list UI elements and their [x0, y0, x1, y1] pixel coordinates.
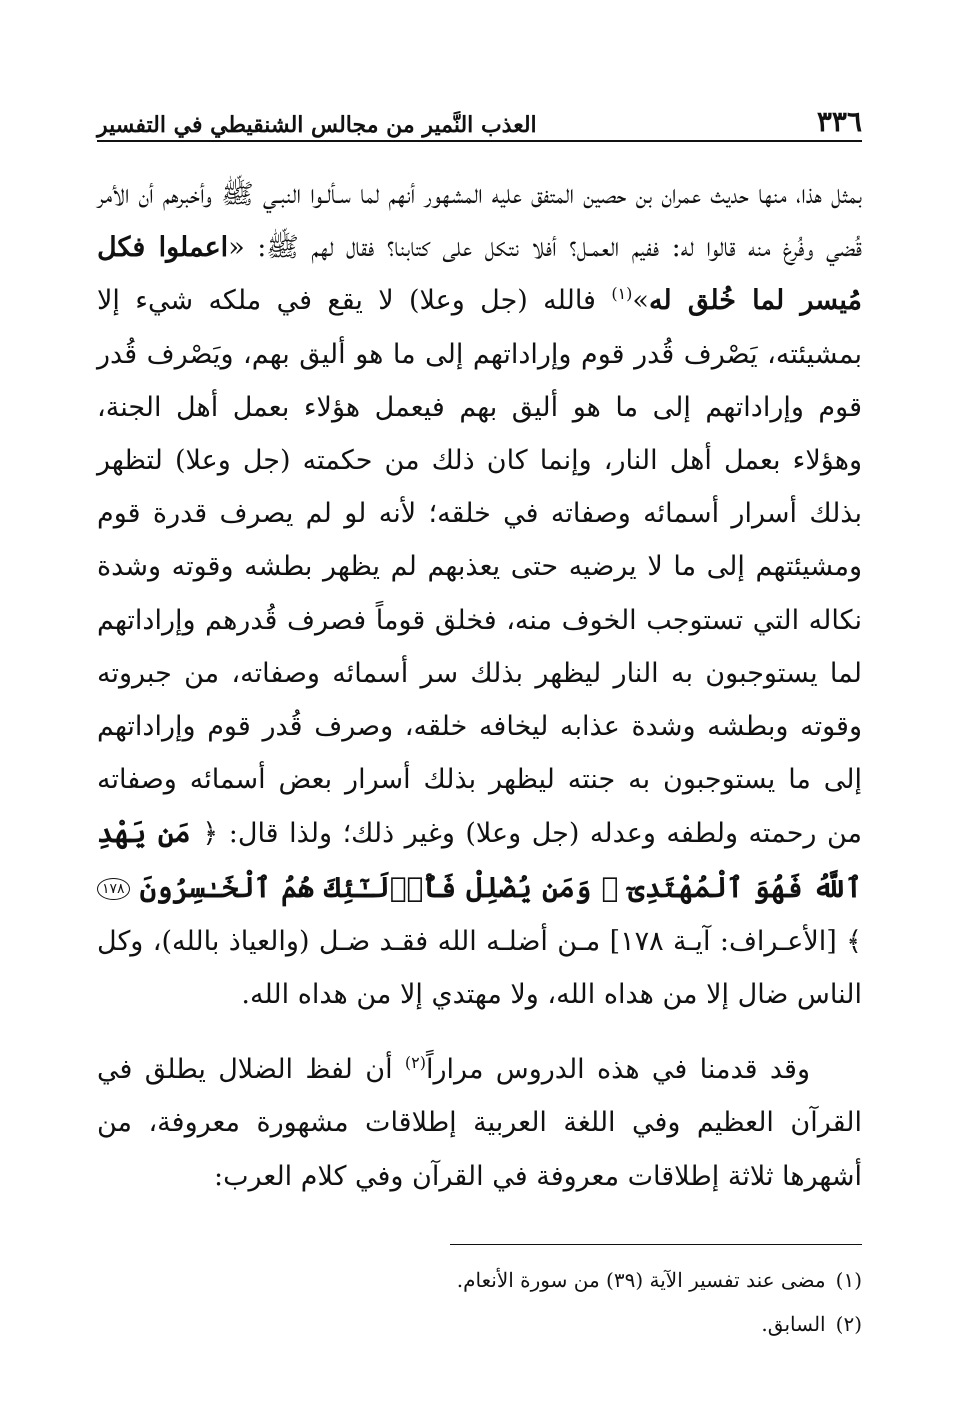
paragraph-1-part-4: ﴾ [الأعـراف: آيـة ١٧٨] مـن أضلـه الله فقـد ضـل (والعياذ بالله)، وكل الناس ضال إلا من هداه الله، ولا مهتدي إلا من هداه الله.	[97, 925, 862, 1011]
footnote-text: السابق.	[761, 1312, 826, 1336]
footnote-1	[97, 1258, 862, 1302]
paragraph-2-part-1: وقد قدمنا في هذه الدروس مراراً	[426, 1054, 810, 1086]
page-number: ٣٣٦	[816, 105, 862, 138]
footnote-ref-1: (١)	[611, 284, 633, 304]
paragraph-1-part-1: بمثل هذا، منها حديث عمران بن حصين المتفق عليه المشهور أنهم لما سـألـوا النبـي ﷺ وأخبرهم أن الأمر قُضي وفُرغ منه قالوا له: ففيم العمـل؟ أفلا نتكل على كتابنا؟ فقال لهم ﷺ: «	[97, 179, 862, 264]
footnote-divider	[450, 1244, 862, 1245]
page-header	[97, 98, 862, 142]
footnote-2	[97, 1302, 862, 1346]
verse-number-marker: ١٧٨	[97, 878, 130, 900]
footnote-number: (٢)	[835, 1312, 862, 1336]
footnote-ref-2: (٢)	[404, 1053, 426, 1073]
hadith-quote: اعملوا فكل مُيسر لما خُلق له	[97, 232, 862, 317]
paragraph-2	[97, 1043, 862, 1203]
paragraph-1-part-2: »	[632, 285, 649, 317]
quran-verse: مَن يَهْدِ ٱللَّهُ فَهُوَ ٱلْمُهْتَدِىٓ ۖ وَمَن يُضْلِلْ فَأُو۟لَـٰٓئِكَ هُمُ ٱلْخَـٰسِرُونَ	[97, 816, 862, 904]
footnotes	[97, 1258, 862, 1346]
footnote-text: مضى عند تفسير الآية (٣٩) من سورة الأنعام.	[456, 1268, 826, 1292]
running-title: العذب النَّمير من مجالس الشنقيطي في التفسير	[97, 112, 537, 138]
footnote-number: (١)	[835, 1268, 862, 1292]
paragraph-1	[97, 168, 862, 1021]
main-text	[97, 168, 862, 1203]
paragraph-2-part-2: أن لفظ الضلال يطلق في القرآن العظيم وفي اللغة العربية إطلاقات مشهورة معروفة، من أشهرها ثلاثة إطلاقات معروفة في القرآن وفي كلام العرب:	[97, 1054, 862, 1192]
paragraph-1-part-3: فالله (جل وعلا) لا يقع في ملكه شيء إلا بمشيئته، يَصْرف قُدر قوم وإراداتهم إلى ما هو أليق بهم، ويَصْرف قُدر قوم وإراداتهم إلى ما هو أليق بهم فيعمل هؤلاء بعمل أهل الجنة، وهؤلاء بعمل أهل النار، وإنما كان ذلك من حكمته (جل وعلا) لتظهر بذلك أسرار أسمائه وصفاته في خلقه؛ لأنه لو لم يصرف قدرة قوم ومشيئتهم إلى ما لا يرضيه حتى يعذبهم لم يظهر بطشه وقوته وشدة نكاله التي تستوجب الخوف منه، فخلق قوماً فصرف قُدرهم وإراداتهم لما يستوجبون به النار ليظهر بذلك سر أسمائه وصفاته، من جبروته وقوته وبطشه وشدة عذابه ليخافه خلقه، وصرف قُدر قوم وإراداتهم إلى ما يستوجبون به جنته ليظهر بذلك أسرار بعض أسمائه وصفاته من رحمته ولطفه وعدله (جل وعلا) وغير ذلك؛ ولذا قال: ﴿	[97, 285, 862, 850]
